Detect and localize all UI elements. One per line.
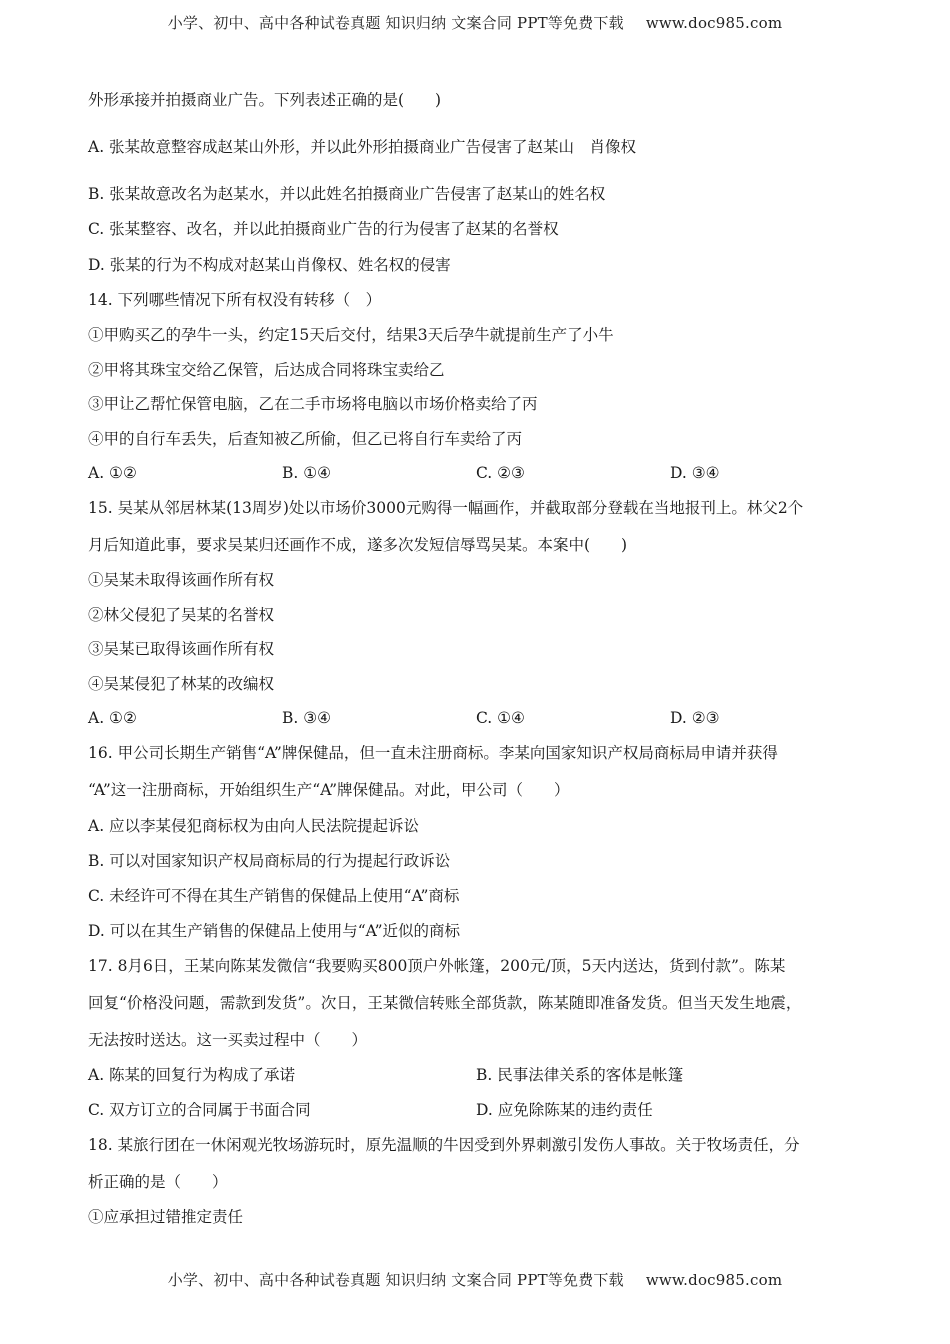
question-14-item-2: ②甲将其珠宝交给乙保管，后达成合同将珠宝卖给乙	[88, 361, 445, 379]
question-15-item-1: ①吴某未取得该画作所有权	[88, 571, 275, 589]
question-17-option-d: D. 应免除陈某的违约责任	[476, 1101, 653, 1119]
question-15-item-4: ④吴某侵犯了林某的改编权	[88, 675, 275, 693]
question-18-stem-line-1: 18. 某旅行团在一休闲观光牧场游玩时，原先温顺的牛因受到外界刺激引发伤人事故。关于牧场责任，分	[88, 1136, 800, 1154]
question-14-item-3: ③甲让乙帮忙保管电脑，乙在二手市场将电脑以市场价格卖给了丙	[88, 395, 538, 413]
question-13-option-a: A. 张某故意整容成赵某山外形，并以此外形拍摄商业广告侵害了赵某山 肖像权	[88, 138, 637, 156]
question-15-stem-line-2: 月后知道此事，要求吴某归还画作不成，遂多次发短信辱骂吴某。本案中( )	[88, 536, 628, 554]
question-17-option-a: A. 陈某的回复行为构成了承诺	[88, 1066, 296, 1084]
question-17-option-b: B. 民事法律关系的客体是帐篷	[476, 1066, 684, 1084]
question-13-option-d: D. 张某的行为不构成对赵某山肖像权、姓名权的侵害	[88, 256, 451, 274]
footer-url[interactable]: www.doc985.com	[645, 1271, 783, 1289]
question-17-stem-line-1: 17. 8月6日，王某向陈某发微信“我要购买800顶户外帐篷，200元/顶，5天内送达，货到付款”。陈某	[88, 957, 786, 975]
question-16-stem-line-2: “A”这一注册商标，开始组织生产“A”牌保健品。对此，甲公司（ ）	[88, 781, 570, 799]
question-15-option-c: C. ①④	[476, 709, 525, 727]
question-18-item-1: ①应承担过错推定责任	[88, 1208, 244, 1226]
question-14-option-d: D. ③④	[670, 464, 720, 482]
question-15-option-d: D. ②③	[670, 709, 720, 727]
footer-text: 小学、初中、高中各种试卷真题 知识归纳 文案合同 PPT等免费下载	[167, 1271, 624, 1289]
question-15-stem-line-1: 15. 吴某从邻居林某(13周岁)处以市场价3000元购得一幅画作，并截取部分登载在当地报刊上。林父2个	[88, 499, 804, 517]
question-13-option-c: C. 张某整容、改名，并以此拍摄商业广告的行为侵害了赵某的名誉权	[88, 220, 559, 238]
question-15-option-a: A. ①②	[88, 709, 137, 727]
header-url[interactable]: www.doc985.com	[645, 14, 783, 32]
question-14-item-1: ①甲购买乙的孕牛一头，约定15天后交付，结果3天后孕牛就提前生产了小牛	[88, 326, 614, 344]
question-13-stem: 外形承接并拍摄商业广告。下列表述正确的是( )	[88, 91, 442, 109]
question-16-option-c: C. 未经许可不得在其生产销售的保健品上使用“A”商标	[88, 887, 460, 905]
question-13-option-b: B. 张某故意改名为赵某水，并以此姓名拍摄商业广告侵害了赵某山的姓名权	[88, 185, 606, 203]
question-14-option-b: B. ①④	[282, 464, 332, 482]
question-17-option-c: C. 双方订立的合同属于书面合同	[88, 1101, 311, 1119]
page-footer	[0, 1269, 950, 1290]
question-15-item-2: ②林父侵犯了吴某的名誉权	[88, 606, 275, 624]
question-14-option-a: A. ①②	[88, 464, 137, 482]
header-text: 小学、初中、高中各种试卷真题 知识归纳 文案合同 PPT等免费下载	[167, 14, 624, 32]
question-14-item-4: ④甲的自行车丢失，后查知被乙所偷，但乙已将自行车卖给了丙	[88, 430, 523, 448]
question-16-option-b: B. 可以对国家知识产权局商标局的行为提起行政诉讼	[88, 852, 451, 870]
question-18-stem-line-2: 析正确的是（ ）	[88, 1173, 228, 1191]
question-16-option-d: D. 可以在其生产销售的保健品上使用与“A”近似的商标	[88, 922, 460, 940]
question-17-stem-line-3: 无法按时送达。这一买卖过程中（ ）	[88, 1031, 368, 1049]
question-16-option-a: A. 应以李某侵犯商标权为由向人民法院提起诉讼	[88, 817, 420, 835]
question-16-stem-line-1: 16. 甲公司长期生产销售“A”牌保健品，但一直未注册商标。李某向国家知识产权局商标局申请并获得	[88, 744, 778, 762]
question-14-option-c: C. ②③	[476, 464, 525, 482]
page-header	[0, 12, 950, 33]
question-17-stem-line-2: 回复“价格没问题，需款到发货”。次日，王某微信转账全部货款，陈某随即准备发货。但当天发生地震，	[88, 994, 802, 1012]
question-14-stem: 14. 下列哪些情况下所有权没有转移（ ）	[88, 291, 382, 309]
question-15-item-3: ③吴某已取得该画作所有权	[88, 640, 275, 658]
question-15-option-b: B. ③④	[282, 709, 332, 727]
